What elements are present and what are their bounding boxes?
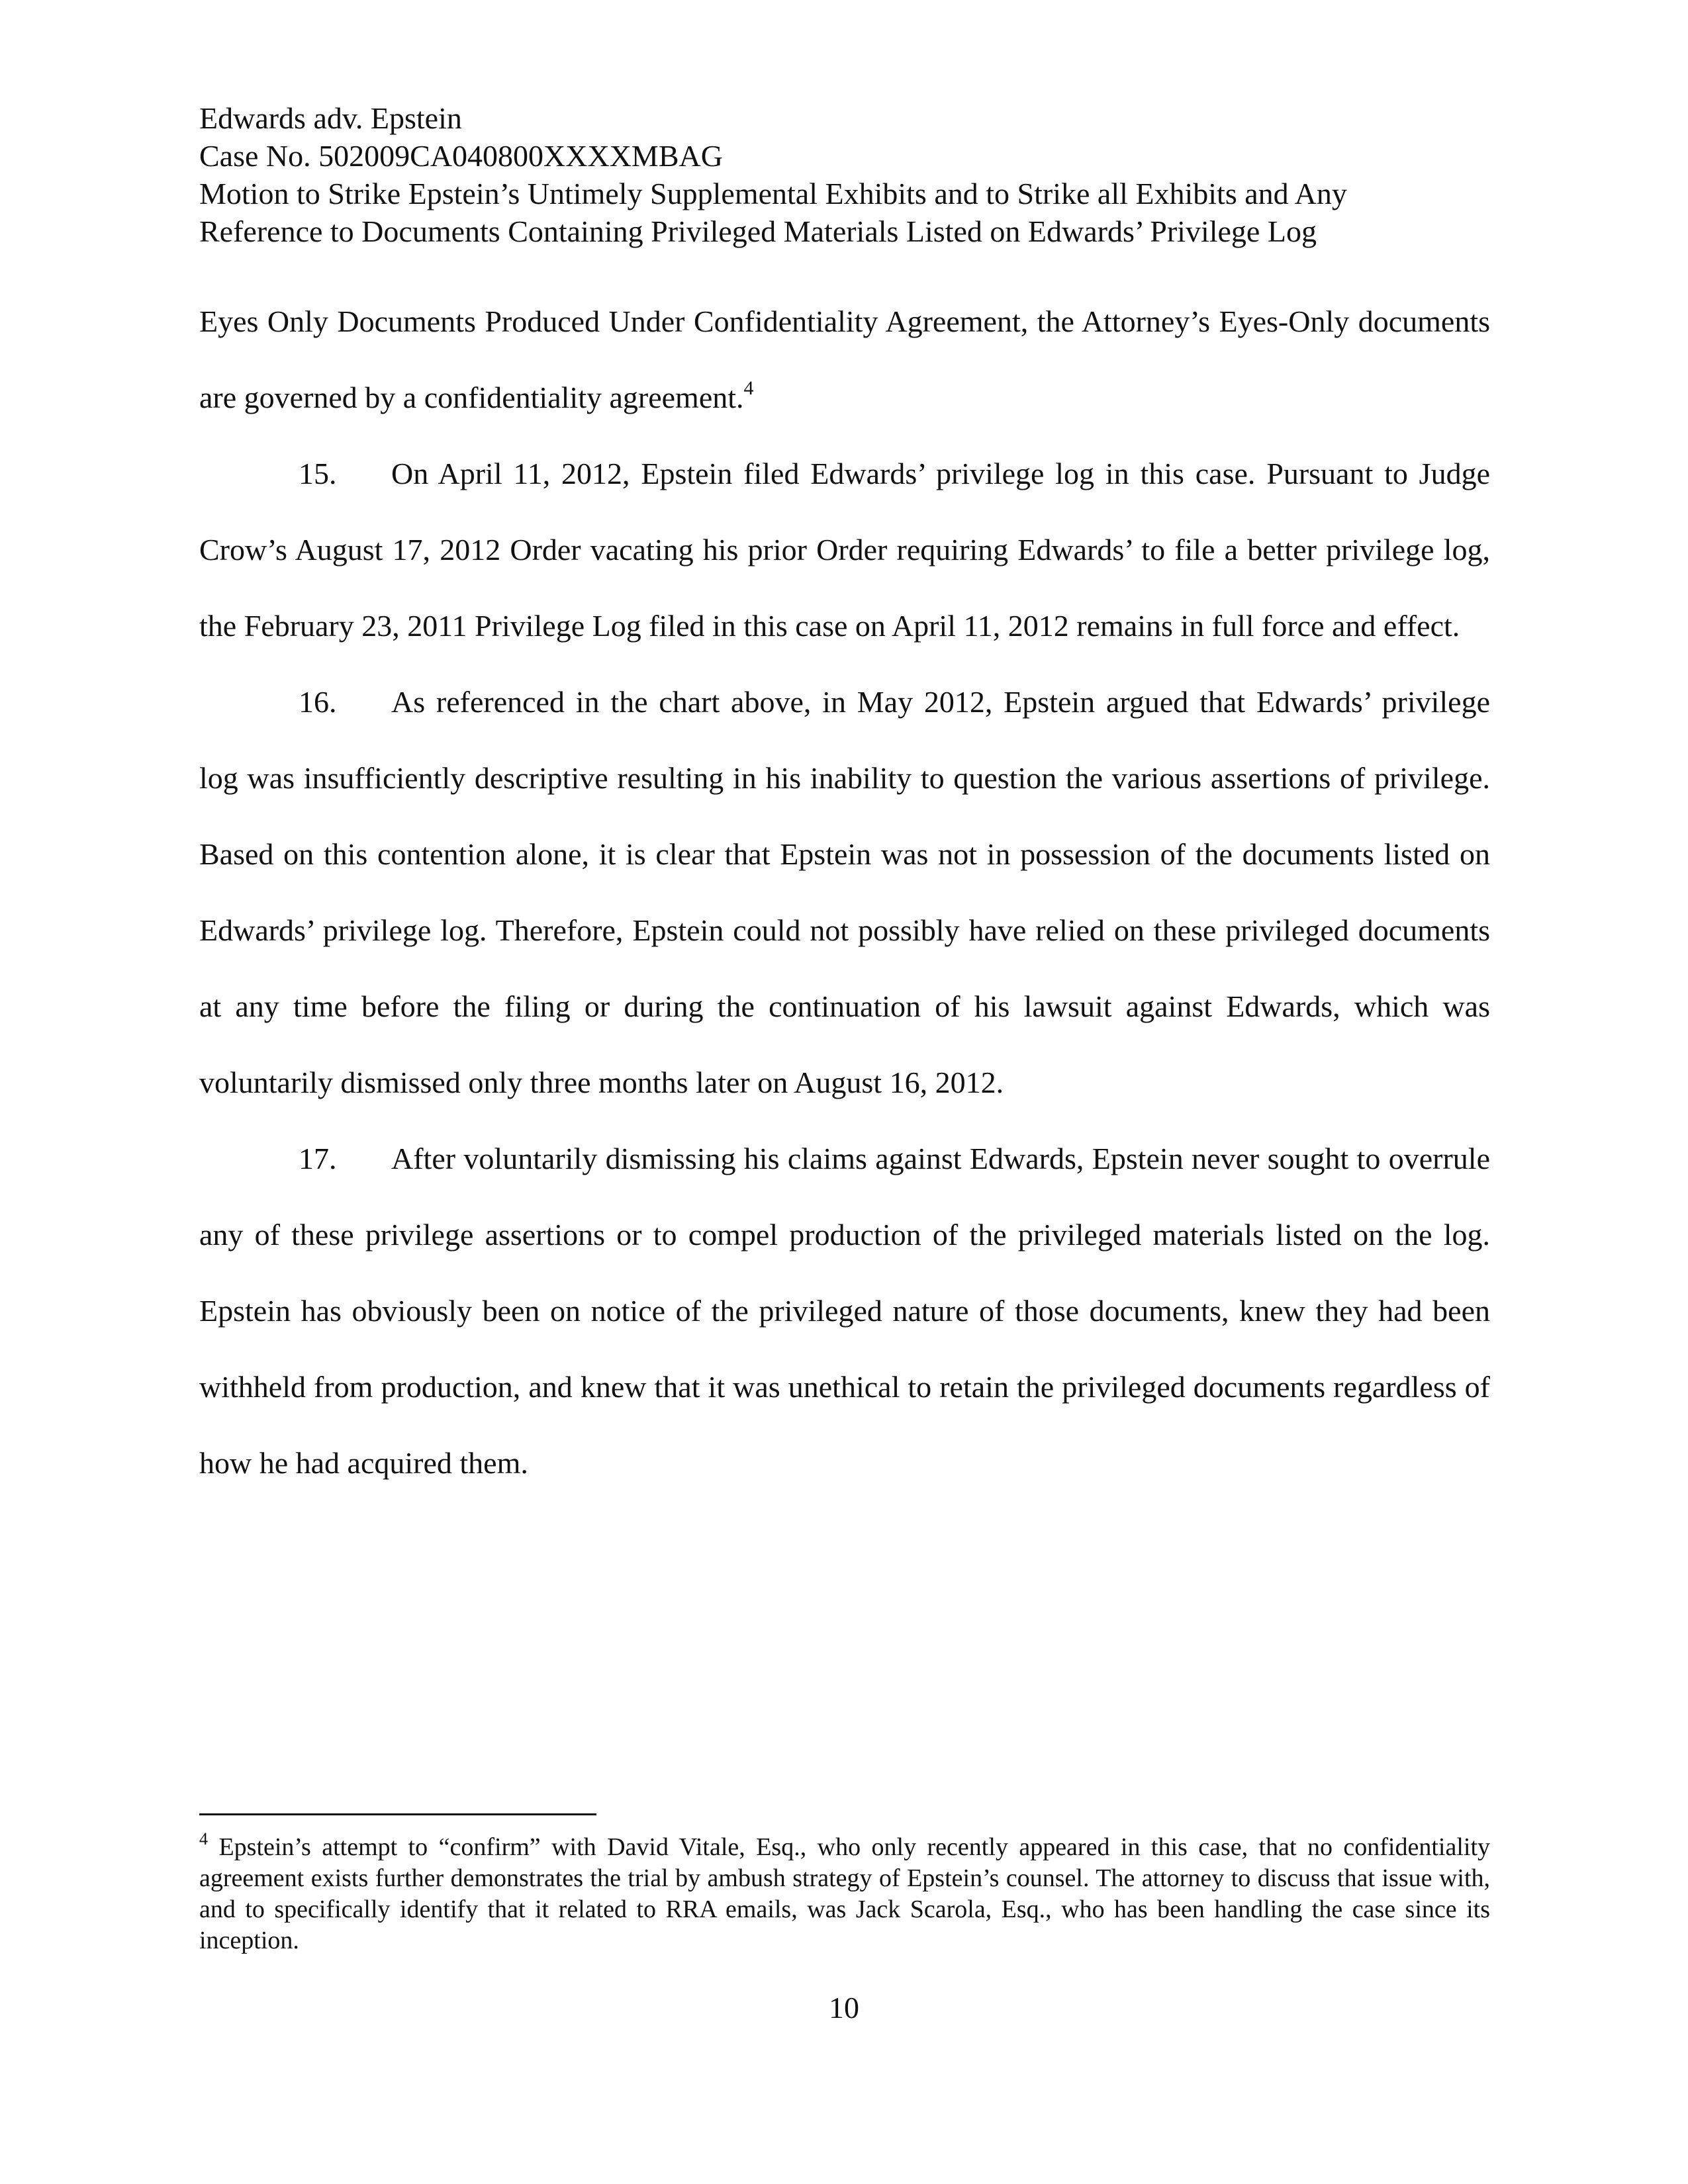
- paragraph-17: [199, 1120, 1490, 1501]
- header-motion-title-line2: Reference to Documents Containing Privileged Materials Listed on Edwards’ Privilege Log: [199, 214, 1317, 248]
- header-case-title: Edwards adv. Epstein: [199, 101, 462, 135]
- continued-paragraph-text: Eyes Only Documents Produced Under Confidentiality Agreement, the Attorney’s Eyes-Only documents are governed by a confidentiality agreement.: [199, 304, 1490, 414]
- paragraph-text: On April 11, 2012, Epstein filed Edwards’ privilege log in this case. Pursuant to Judge Crow’s August 17, 2012 Order vacating his prior Order requiring Edwards’ to file a better privilege log, the February 23, 2011 Privilege Log filed in this case on April 11, 2012 remains in full force and effect.: [199, 457, 1490, 643]
- footnote-text: Epstein’s attempt to “confirm” with David Vitale, Esq., who only recently appeared in this case, that no confidentiality agreement exists further demonstrates the trial by ambush strategy of Epstein’s counsel. The attorney to discuss that issue with, and to specifically identify that it related to RRA emails, was Jack Scarola, Esq., who has been handling the case since its inception.: [199, 1833, 1491, 1954]
- running-header: [199, 99, 1490, 250]
- page-number: 10: [829, 1991, 859, 2025]
- continued-paragraph: [199, 283, 1490, 435]
- header-motion-title-line1: Motion to Strike Epstein’s Untimely Supplemental Exhibits and to Strike all Exhibits and Any: [199, 177, 1347, 210]
- paragraph-16: [199, 664, 1490, 1120]
- footnote-marker: 4: [199, 1829, 208, 1848]
- body-text: [199, 283, 1490, 1501]
- paragraph-number: 15.: [299, 457, 337, 490]
- paragraph-number: 17.: [299, 1142, 337, 1175]
- footnote-separator: [199, 1813, 596, 1815]
- paragraph-text: After voluntarily dismissing his claims against Edwards, Epstein never sought to overrule any of these privilege assertions or to compel production of the privileged materials listed on the log. Epstein has obviously been on notice of the privileged nature of those documents, knew they had been withheld from production, and knew that it was unethical to retain the privileged documents regardless of how he had acquired them.: [199, 1142, 1490, 1480]
- paragraph-text: As referenced in the chart above, in May 2012, Epstein argued that Edwards’ privilege log was insufficiently descriptive resulting in his inability to question the various assertions of privilege. Based on this contention alone, it is clear that Epstein was not in possession of the documents listed on Edwards’ privilege log. Therefore, Epstein could not possibly have relied on these privileged documents at any time before the filing or during the continuation of his lawsuit against Edwards, which was voluntarily dismissed only three months later on August 16, 2012.: [199, 685, 1490, 1099]
- footnote-4: [199, 1829, 1491, 1956]
- header-case-number: Case No. 502009CA040800XXXXMBAG: [199, 139, 723, 173]
- footnote-reference: 4: [743, 377, 754, 399]
- paragraph-number: 16.: [299, 685, 337, 719]
- paragraph-15: [199, 435, 1490, 664]
